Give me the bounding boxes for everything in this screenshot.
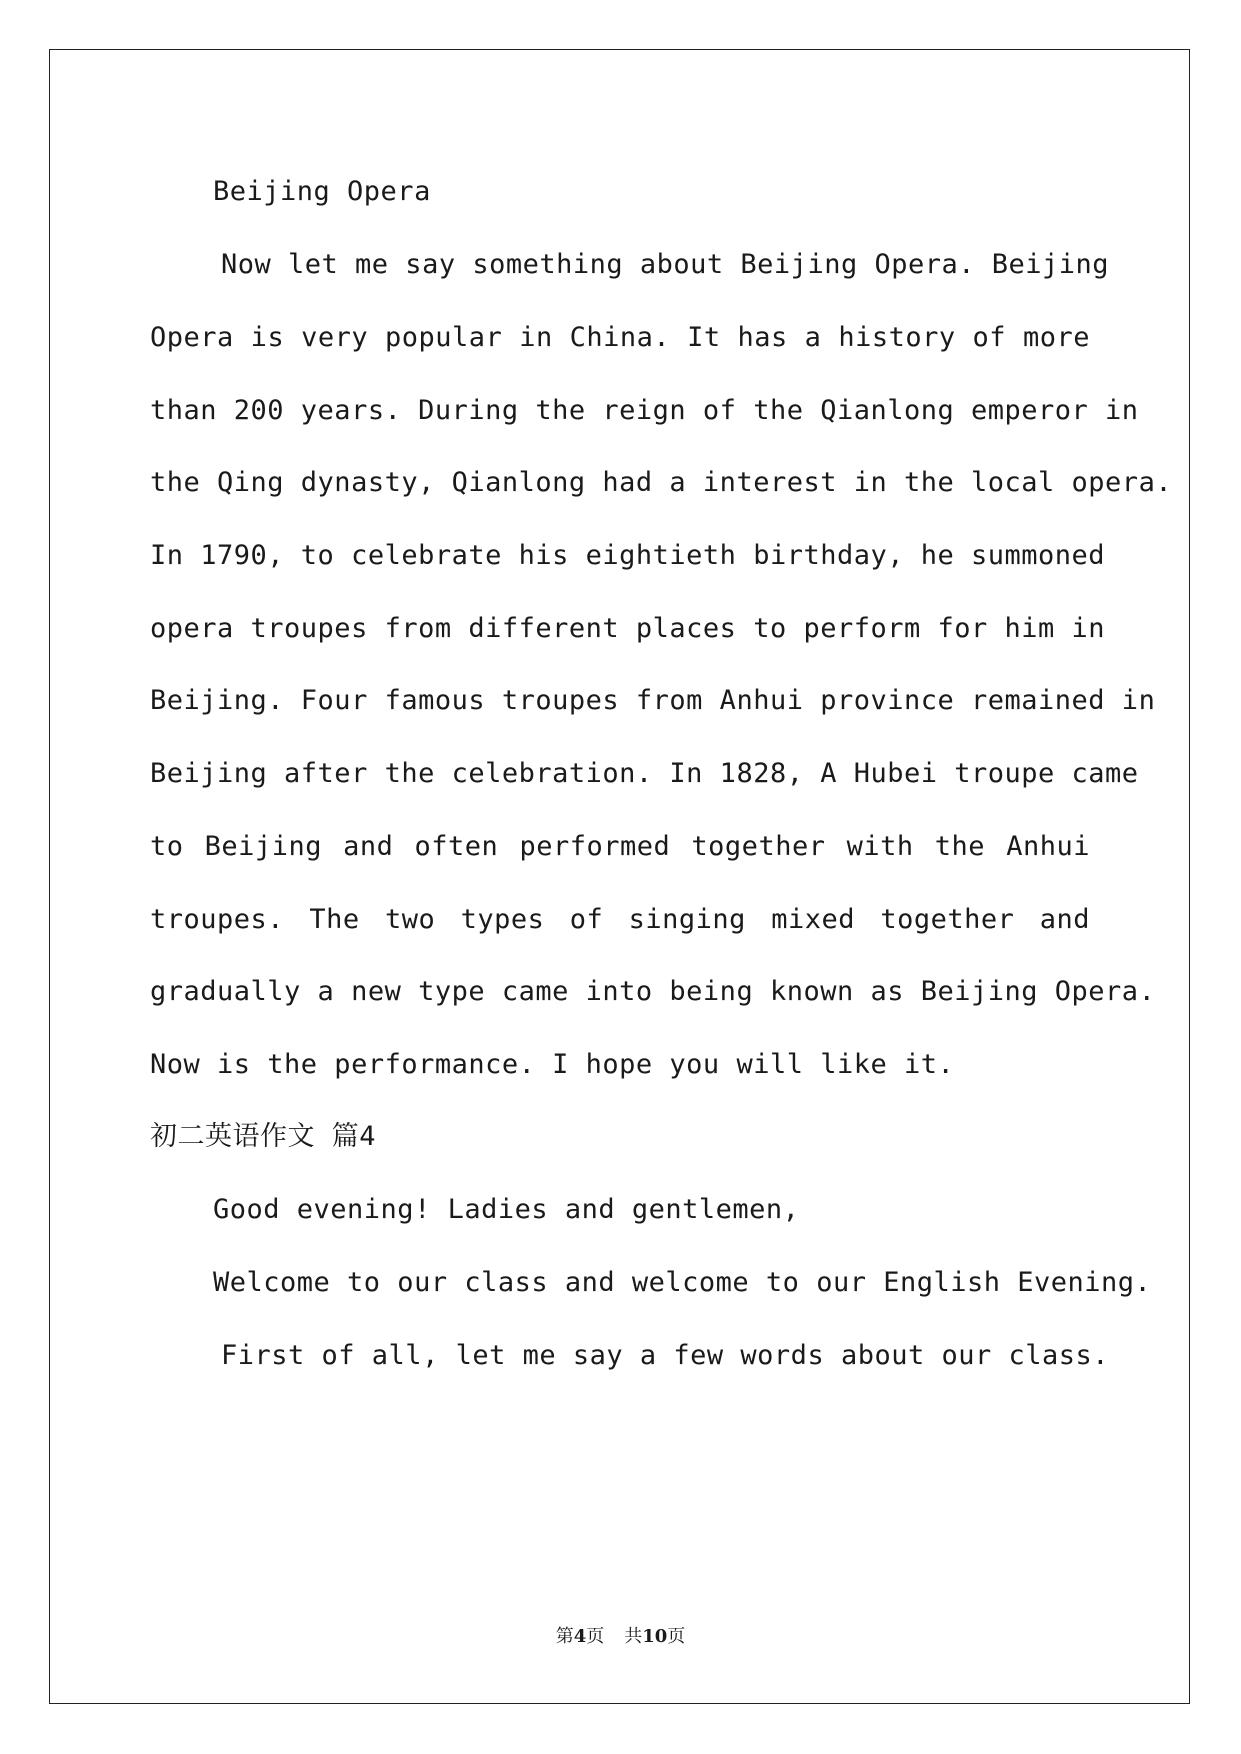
paragraph-line: gradually a new type came into being known as Beijing Opera. bbox=[150, 976, 1156, 1007]
section-title: Beijing Opera bbox=[213, 176, 431, 207]
footer-page-prefix: 第 bbox=[555, 1626, 574, 1647]
paragraph-line: In 1790, to celebrate his eightieth birthday, he summoned bbox=[150, 540, 1106, 571]
paragraph-line: Opera is very popular in China. It has a history of more bbox=[150, 322, 1090, 353]
paragraph-line: Now is the performance. I hope you will like it. bbox=[150, 1049, 955, 1080]
paragraph-line: to Beijing and often performed together with the Anhui bbox=[150, 831, 1090, 862]
footer-page-number: 4 bbox=[573, 1626, 587, 1647]
paragraph-line: Beijing. Four famous troupes from Anhui province remained in bbox=[150, 685, 1156, 716]
paragraph-line: troupes. The two types of singing mixed together and bbox=[150, 904, 1090, 935]
paragraph-line: Good evening! Ladies and gentlemen, bbox=[213, 1194, 800, 1225]
paragraph-line: than 200 years. During the reign of the Qianlong emperor in bbox=[150, 395, 1139, 426]
page-footer bbox=[0, 1625, 1241, 1649]
paragraph-line: First of all, let me say a few words about our class. bbox=[221, 1340, 1110, 1371]
page-border bbox=[49, 49, 1190, 1704]
paragraph-line: Beijing after the celebration. In 1828, A Hubei troupe came bbox=[150, 758, 1139, 789]
section-heading: 初二英语作文 篇4 bbox=[150, 1121, 377, 1152]
paragraph-line: Welcome to our class and welcome to our English Evening. bbox=[213, 1267, 1152, 1298]
footer-total-suffix: 页 bbox=[667, 1626, 686, 1647]
footer-page-suffix: 页 bbox=[586, 1626, 605, 1647]
paragraph-line: the Qing dynasty, Qianlong had a interest in the local opera. bbox=[150, 467, 1173, 498]
footer-total-prefix: 共 bbox=[624, 1626, 643, 1647]
paragraph-line: opera troupes from different places to perform for him in bbox=[150, 613, 1106, 644]
paragraph-line: Now let me say something about Beijing Opera. Beijing bbox=[221, 249, 1110, 280]
footer-total-pages: 10 bbox=[642, 1626, 668, 1647]
